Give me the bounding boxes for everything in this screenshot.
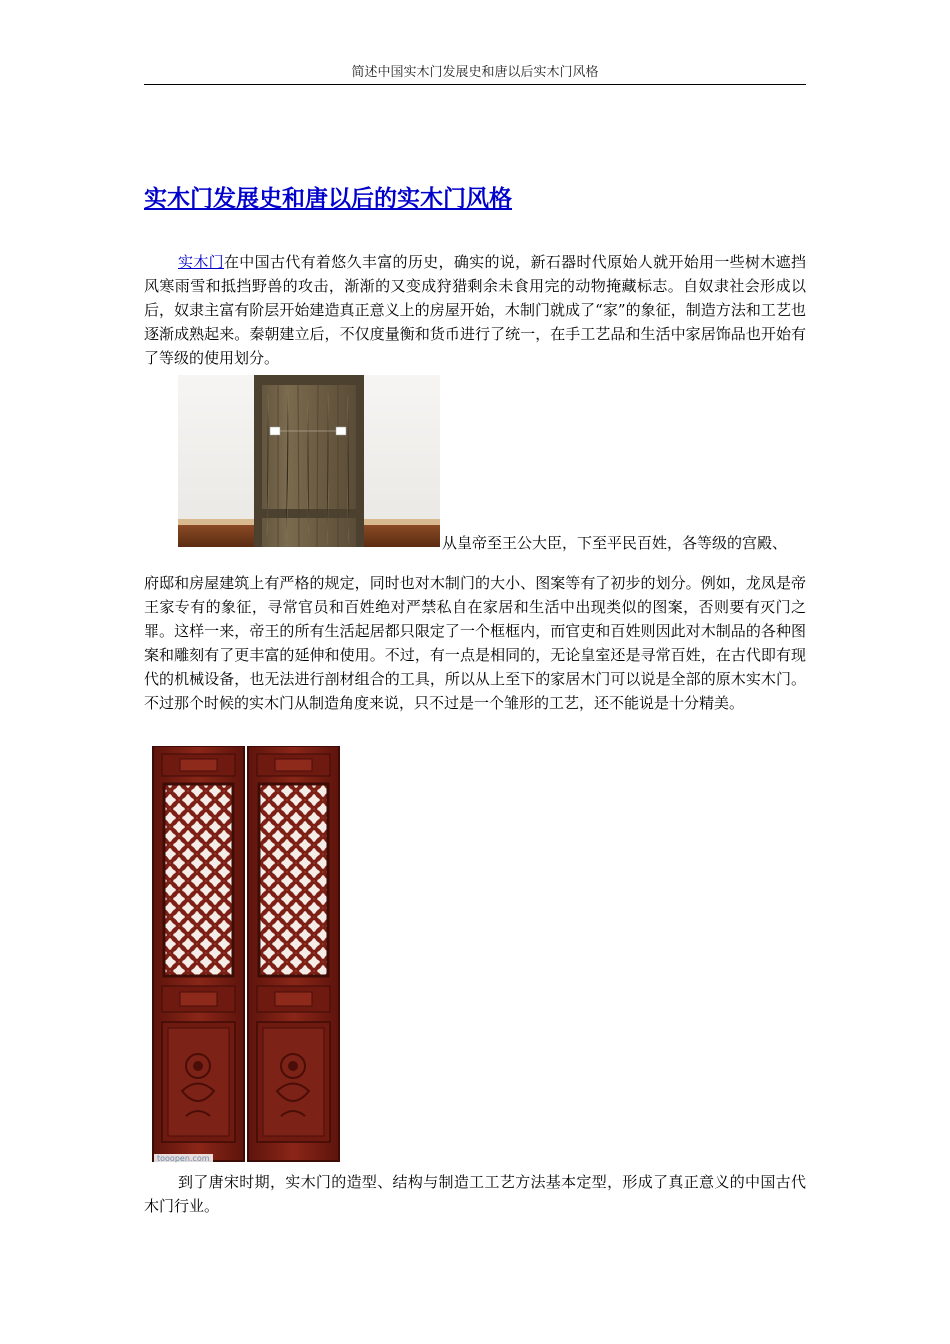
paragraph-1-text: 在中国古代有着悠久丰富的历史，确实的说，新石器时代原始人就开始用一些树木遮挡风寒雨雪和抵挡野兽的攻击，渐渐的又变成狩猎剩余未食用完的动物掩藏标志。自奴隶社会形成以后，奴隶主富有阶层开始建造真正意义上的房屋开始，木制门就成了“家”的象征，制造方法和工艺也逐渐成熟起来。秦朝建立后，不仅度量衡和货币进行了统一，在手工艺品和生活中家居饰品也开始有了等级的使用划分。 bbox=[144, 253, 806, 367]
header-rule bbox=[144, 84, 806, 85]
solid-wood-door-link[interactable]: 实木门 bbox=[178, 253, 224, 271]
running-header: 简述中国实木门发展史和唐以后实木门风格 bbox=[351, 65, 599, 80]
paragraph-3: 到了唐宋时期，实木门的造型、结构与制造工工艺方法基本定型，形成了真正意义的中国古代木门行业。 bbox=[144, 1173, 806, 1215]
old-wooden-door-image bbox=[178, 375, 440, 547]
article-title[interactable]: 实木门发展史和唐以后的实木门风格 bbox=[144, 185, 512, 212]
image-caption-text: 从皇帝至王公大臣，下至平民百姓，各等级的宫殿、 bbox=[442, 534, 788, 552]
carved-lattice-doors-image bbox=[152, 746, 344, 1165]
paragraph-2: 府邸和房屋建筑上有严格的规定，同时也对木制门的大小、图案等有了初步的划分。例如，龙凤是帝王家专有的象征，寻常官员和百姓绝对严禁私自在家居和生活中出现类似的图案，否则要有灭门之罪。这样一来，帝王的所有生活起居都只限定了一个框框内，而官吏和百姓则因此对木制品的各种图案和雕刻有了更丰富的延伸和使用。不过，有一点是相同的，无论皇室还是寻常百姓，在古代即有现代的机械设备，也无法进行剖材组合的工具，所以从上至下的家居木门可以说是全部的原木实木门。不过那个时候的实木门从制造角度来说，只不过是一个雏形的工艺，还不能说是十分精美。 bbox=[144, 574, 806, 712]
paragraph-1 bbox=[144, 250, 806, 370]
image-watermark: tooopen.com bbox=[154, 1154, 213, 1163]
